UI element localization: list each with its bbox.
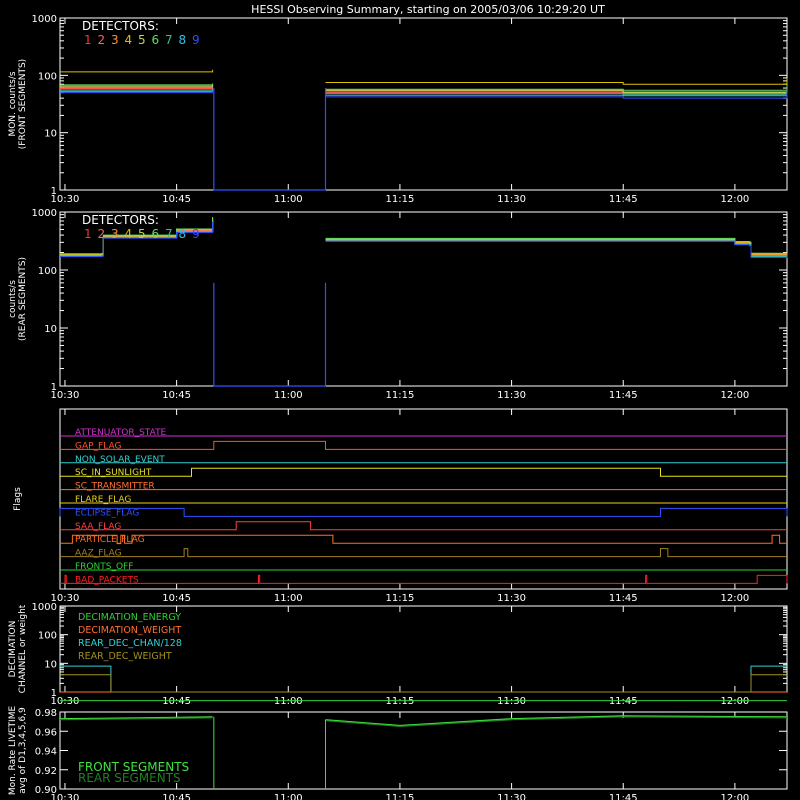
flag-label: NON_SOLAR_EVENT	[75, 454, 165, 465]
decimation-legend-entry: REAR_DEC_CHAN/128	[78, 638, 182, 649]
legend-detector-4: 4	[124, 227, 133, 241]
x-tick-label: 11:45	[608, 593, 638, 604]
x-tick-label: 11:30	[497, 793, 526, 800]
x-tick-label: 11:15	[385, 194, 415, 205]
x-tick-label: 12:00	[720, 390, 750, 401]
legend-detector-9: 9	[192, 227, 200, 241]
decimation-legend-entry: DECIMATION_ENERGY	[78, 612, 182, 623]
y-axis-label: Mon. Rate LIVETIME	[8, 705, 18, 796]
x-tick-label: 10:30	[50, 593, 80, 604]
y-tick-label: 0.90	[34, 785, 57, 796]
y-axis-label: CHANNEL or weight	[18, 604, 28, 694]
x-tick-label: 10:30	[50, 793, 80, 800]
legend-detector-8: 8	[178, 227, 187, 241]
y-axis-label: avg of D1,3,4,5,6,9	[18, 707, 28, 794]
legend-detector-7: 7	[165, 33, 173, 47]
y-tick-label: 0.96	[34, 727, 57, 739]
flag-label: GAP_FLAG	[75, 441, 122, 452]
legend-detector-5: 5	[138, 227, 146, 241]
flag-label: ATTENUATOR_STATE	[75, 428, 167, 438]
y-tick-label: 0.94	[34, 746, 57, 758]
y-tick-label: 100	[37, 71, 57, 83]
legend-detector-2: 2	[97, 33, 106, 47]
legend-detector-8: 8	[178, 33, 187, 47]
y-axis-label: (REAR SEGMENTS)	[18, 256, 28, 342]
legend-detector-5: 5	[138, 33, 146, 47]
decimation-legend-entry: REAR_DEC_WEIGHT	[78, 651, 172, 662]
y-tick-label: 100	[37, 266, 57, 277]
legend-title: DETECTORS:	[82, 19, 159, 33]
y-tick-label: 1	[50, 186, 57, 197]
x-tick-label: 11:00	[273, 390, 303, 401]
y-tick-label: 1000	[31, 602, 57, 613]
x-tick-label: 12:00	[720, 593, 750, 604]
legend-detector-6: 6	[151, 33, 160, 47]
flag-label: FLARE_FLAG	[75, 495, 132, 505]
legend-detector-9: 9	[192, 33, 200, 47]
y-tick-label: 10	[44, 659, 57, 671]
legend-detector-6: 6	[151, 227, 160, 241]
x-tick-label: 11:45	[608, 793, 638, 800]
flag-label: BAD_PACKETS	[75, 575, 139, 586]
x-tick-label: 11:15	[385, 390, 415, 401]
y-tick-label: 10	[44, 128, 57, 140]
y-tick-label: 1	[50, 688, 57, 699]
x-tick-label: 10:45	[162, 793, 192, 800]
x-tick-label: 11:30	[497, 696, 526, 707]
decimation-legend-entry: DECIMATION_WEIGHT	[78, 625, 182, 636]
flag-label: SC_IN_SUNLIGHT	[75, 468, 152, 479]
y-axis-label: Flags	[13, 487, 23, 511]
legend-detector-7: 7	[165, 227, 173, 241]
flag-label: ECLIPSE_FLAG	[75, 508, 140, 519]
livetime-legend-entry: FRONT SEGMENTS	[78, 760, 190, 774]
x-tick-label: 11:00	[273, 593, 303, 604]
x-tick-label: 11:45	[608, 390, 638, 401]
y-axis-label: MON. counts/s	[8, 71, 18, 137]
y-tick-label: 1000	[31, 14, 57, 25]
y-tick-label: 100	[37, 630, 57, 642]
y-axis-label: counts/s	[8, 280, 18, 318]
flag-label: PARTICLE_FLAG	[75, 535, 145, 546]
x-tick-label: 11:00	[273, 194, 303, 205]
x-tick-label: 11:30	[497, 390, 526, 401]
x-tick-label: 11:45	[608, 696, 638, 707]
legend-detector-2: 2	[97, 227, 106, 241]
y-tick-label: 1	[50, 382, 57, 393]
flag-label: FRONTS_OFF	[75, 562, 134, 572]
flag-label: SAA_FLAG	[75, 521, 122, 532]
x-tick-label: 10:30	[50, 390, 80, 401]
flag-label: AAZ_FLAG	[75, 548, 122, 559]
x-tick-label: 12:00	[720, 793, 750, 800]
y-axis-label: DECIMATION	[8, 620, 18, 678]
x-tick-label: 10:30	[50, 194, 80, 205]
x-tick-label: 10:45	[162, 194, 192, 205]
x-tick-label: 12:00	[720, 696, 750, 707]
x-tick-label: 10:45	[162, 593, 192, 604]
legend-detector-4: 4	[124, 33, 133, 47]
x-tick-label: 10:45	[162, 390, 192, 401]
y-axis-label: (FRONT SEGMENTS)	[18, 58, 28, 150]
x-tick-label: 10:30	[50, 696, 80, 707]
legend-detector-1: 1	[84, 227, 92, 241]
x-tick-label: 11:15	[385, 793, 415, 800]
y-tick-label: 10	[44, 324, 57, 335]
legend-detector-1: 1	[84, 33, 92, 47]
x-tick-label: 11:30	[497, 194, 526, 205]
livetime-legend-entry: REAR SEGMENTS	[78, 771, 181, 785]
legend-detector-3: 3	[111, 227, 119, 241]
x-tick-label: 11:30	[497, 593, 526, 604]
y-tick-label: 1000	[31, 208, 57, 219]
y-tick-label: 0.98	[34, 708, 57, 719]
x-tick-label: 12:00	[720, 194, 750, 205]
legend-title: DETECTORS:	[82, 213, 159, 227]
x-tick-label: 11:45	[608, 194, 638, 205]
y-tick-label: 0.92	[34, 765, 57, 777]
x-tick-label: 11:00	[273, 696, 303, 707]
legend-detector-3: 3	[111, 33, 119, 47]
chart-title: HESSI Observing Summary, starting on 2005/03/06 10:29:20 UT	[251, 3, 605, 16]
x-tick-label: 10:45	[162, 696, 192, 707]
x-tick-label: 11:00	[273, 793, 303, 800]
flag-label: SC_TRANSMITTER	[75, 481, 155, 492]
x-tick-label: 11:15	[385, 696, 415, 707]
x-tick-label: 11:15	[385, 593, 415, 604]
